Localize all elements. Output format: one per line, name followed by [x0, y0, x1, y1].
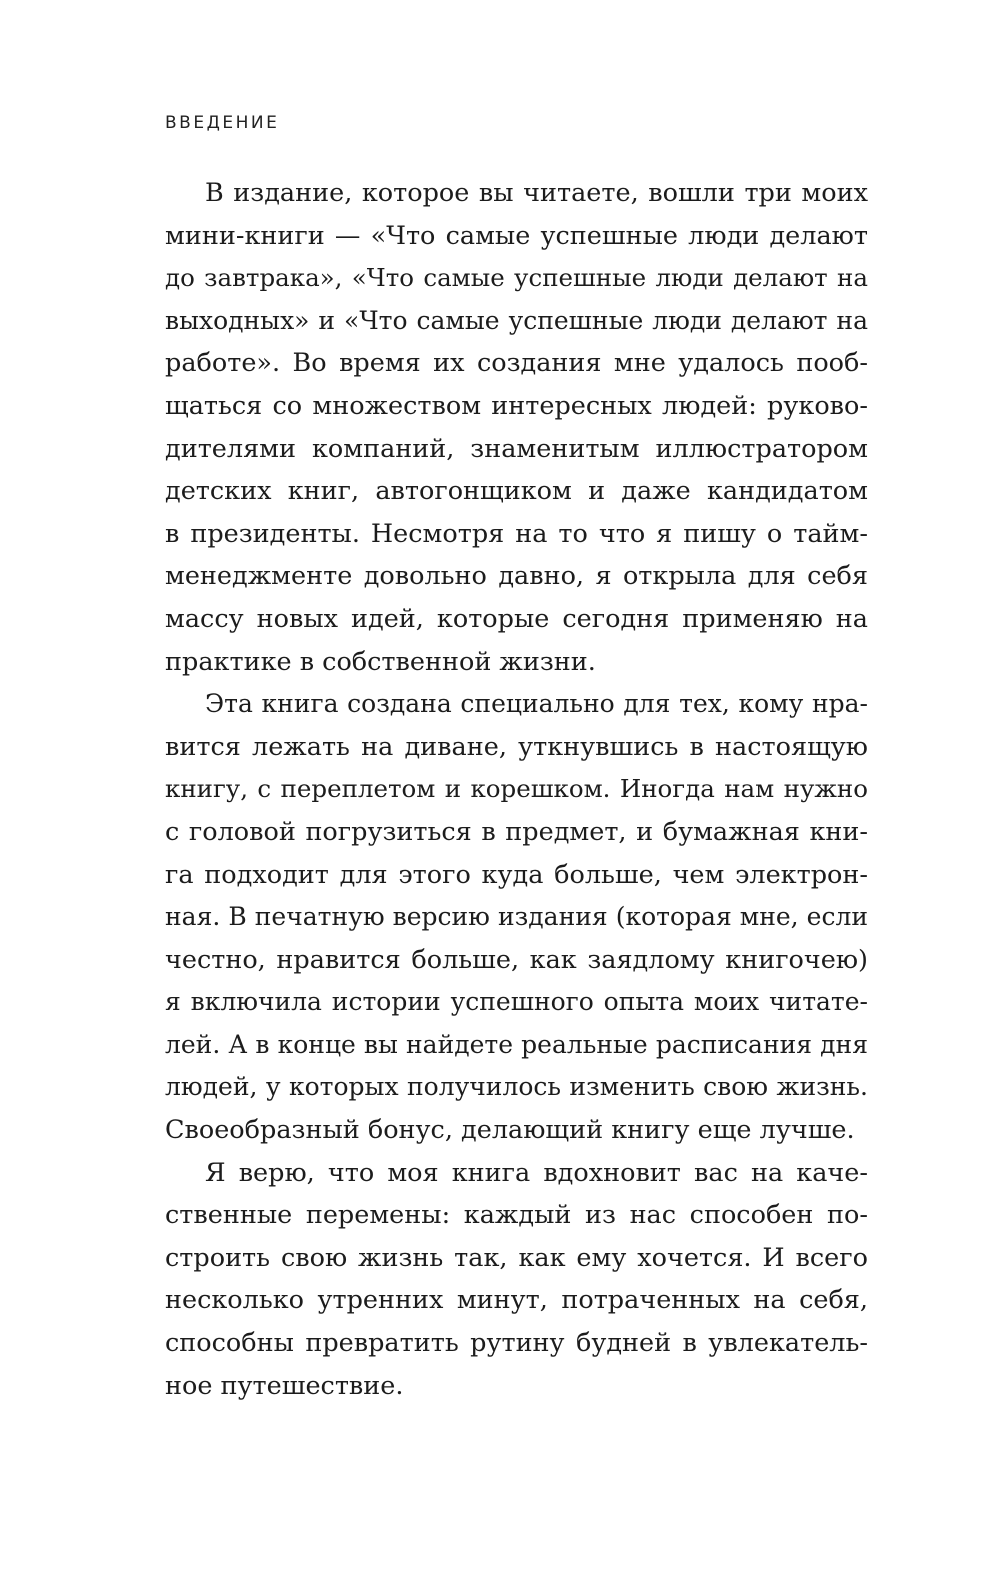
- text-line: до завтрака», «Что самые успешные люди делают на: [165, 263, 868, 293]
- text-line: строить свою жизнь так, как ему хочется. И всего: [165, 1242, 868, 1273]
- text-line: выходных» и «Что самые успешные люди делают на: [165, 305, 868, 335]
- text-line: ственные перемены: каждый из нас способен по-: [165, 1200, 868, 1231]
- text-line: честно, нравится больше, как заядлому книгочею): [165, 944, 868, 975]
- paragraph: [165, 172, 868, 683]
- text-line: дителями компаний, знаменитым иллюстратором: [165, 433, 868, 464]
- text-line: я включила истории успешного опыта моих читате-: [165, 987, 868, 1017]
- text-line: В издание, которое вы читаете, вошли три моих: [205, 178, 868, 208]
- text-line: Своеобразный бонус, делающий книгу еще лучше.: [165, 1115, 855, 1146]
- text-line: способны превратить рутину будней в увлекатель-: [165, 1328, 868, 1359]
- text-line: практике в собственной жизни.: [165, 646, 596, 677]
- text-line: га подходит для этого куда больше, чем электрон-: [165, 859, 868, 890]
- text-line: детских книг, автогонщиком и даже кандидатом: [165, 476, 868, 507]
- text-line: вится лежать на диване, уткнувшись в настоящую: [165, 731, 868, 762]
- text-line: мини-книги — «Что самые успешные люди делают: [165, 220, 868, 251]
- text-line: ная. В печатную версию издания (которая мне, если: [165, 902, 868, 932]
- body-text: [165, 172, 868, 1407]
- text-line: людей, у которых получилось изменить свою жизнь.: [165, 1072, 868, 1102]
- text-line: Я верю, что моя книга вдохновит вас на каче-: [205, 1157, 868, 1188]
- text-line: в президенты. Несмотря на то что я пишу о тайм-: [165, 518, 868, 549]
- paragraph: [165, 1152, 868, 1408]
- text-line: ное путешествие.: [165, 1370, 404, 1401]
- text-line: щаться со множеством интересных людей: руково-: [165, 390, 868, 421]
- text-line: массу новых идей, которые сегодня применяю на: [165, 603, 868, 634]
- text-line: с головой погрузиться в предмет, и бумажная кни-: [165, 816, 868, 847]
- text-line: менеджменте довольно давно, я открыла для себя: [165, 561, 868, 592]
- text-line: книгу, с переплетом и корешком. Иногда нам нужно: [165, 774, 868, 804]
- running-head: ВВЕДЕНИЕ: [165, 113, 280, 133]
- paragraph: [165, 683, 868, 1152]
- text-line: работе». Во время их создания мне удалось пооб-: [165, 348, 868, 379]
- text-line: несколько утренних минут, потраченных на себя,: [165, 1285, 868, 1316]
- text-line: Эта книга создана специально для тех, кому нра-: [205, 689, 868, 719]
- text-line: лей. А в конце вы найдете реальные расписания дня: [165, 1029, 868, 1059]
